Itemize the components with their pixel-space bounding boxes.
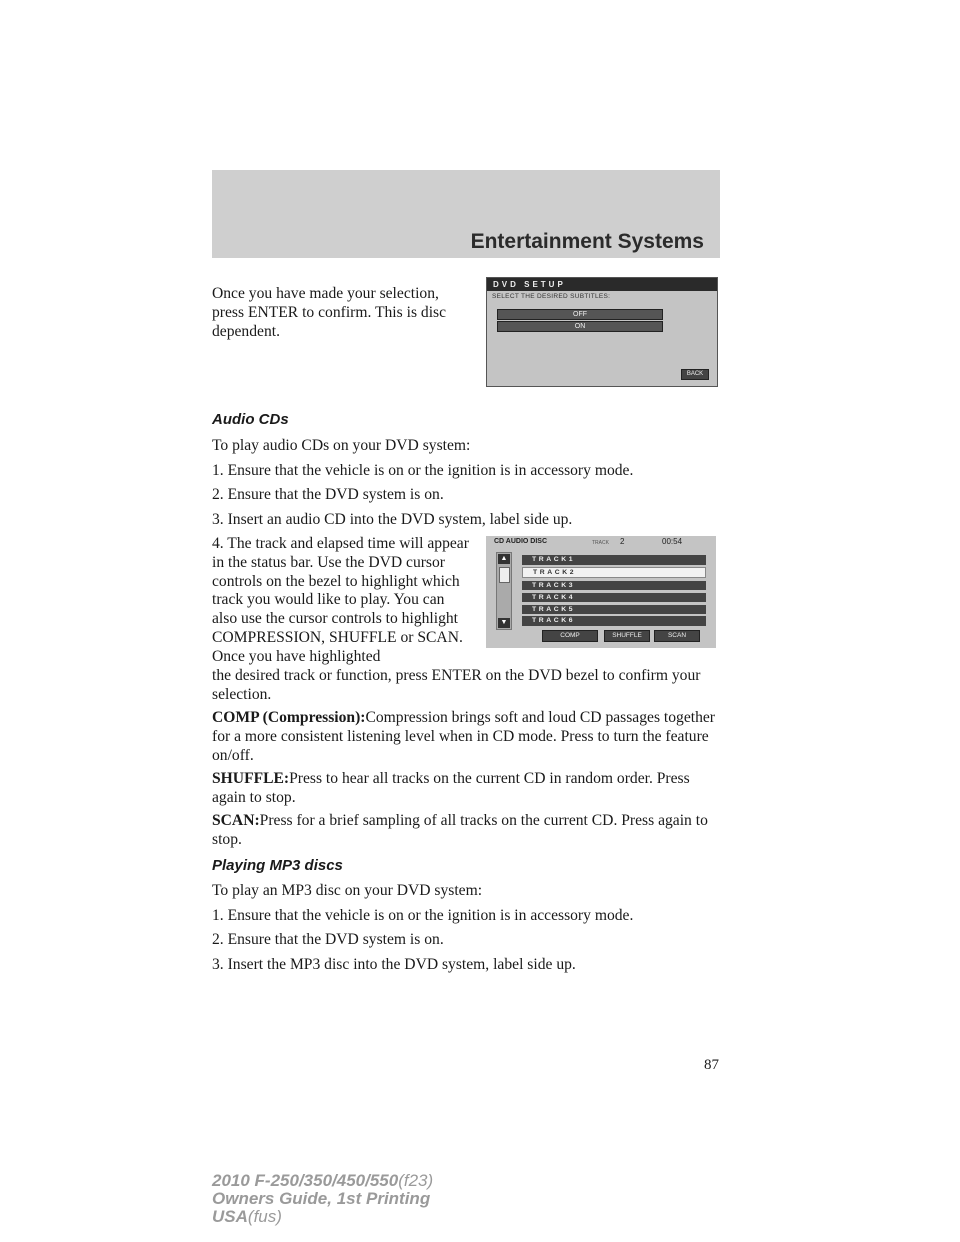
shuffle-definition [212, 770, 722, 808]
section-title: Entertainment Systems [470, 230, 704, 253]
intro-paragraph: Once you have made your selection, press ENTER to confirm. This is disc dependent. [212, 285, 447, 340]
mp3-step-3: 3. Insert the MP3 disc into the DVD system, label side up. [212, 956, 576, 973]
cd-status-bar [486, 536, 716, 548]
mp3-step-1: 1. Ensure that the vehicle is on or the ignition is in accessory mode. [212, 907, 634, 924]
page-number: 87 [704, 1057, 719, 1073]
scan-button[interactable]: SCAN [654, 630, 700, 642]
scroll-thumb[interactable] [499, 567, 510, 583]
audio-step-4-wide: the desired track or function, press ENTER on the DVD bezel to confirm your selection. [212, 667, 701, 703]
elapsed-time: 00:54 [662, 537, 683, 546]
mp3-heading: Playing MP3 discs [212, 857, 343, 874]
audio-step-2: 2. Ensure that the DVD system is on. [212, 486, 444, 503]
dvd-setup-title: DVD SETUP [487, 278, 717, 291]
footer-market: USA [212, 1207, 248, 1226]
scan-term: SCAN: [212, 812, 260, 829]
track-item-2[interactable]: TRACK2 [522, 567, 706, 579]
cd-function-buttons [542, 630, 710, 642]
track-item-5[interactable]: TRACK5 [522, 605, 706, 615]
scroll-down-icon[interactable]: ▼ [498, 618, 510, 628]
subtitle-option-off[interactable]: OFF [497, 309, 663, 320]
track-item-6[interactable]: TRACK6 [522, 616, 706, 626]
track-item-3[interactable]: TRACK3 [522, 581, 706, 591]
scroll-up-icon[interactable]: ▲ [498, 554, 510, 564]
mp3-lead: To play an MP3 disc on your DVD system: [212, 882, 483, 899]
subtitle-option-on[interactable]: ON [497, 321, 663, 332]
comp-definition [212, 709, 722, 765]
section-header-band [212, 170, 720, 258]
footer-model-code: (f23) [398, 1171, 434, 1190]
track-number: 2 [620, 537, 625, 546]
track-scrollbar[interactable] [496, 552, 512, 630]
footer-market-code: (fus) [247, 1207, 282, 1226]
audio-step-4-narrow: 4. The track and elapsed time will appear in the status bar. Use the DVD cursor controls on the bezel to highlight which track you would like to play. You can also use the cursor controls to highlight COMPRESSION, SHUFFLE or SCAN. Once you have highlighted [212, 535, 469, 665]
audio-cds-heading: Audio CDs [212, 411, 289, 428]
track-label: TRACK [592, 540, 609, 546]
dvd-setup-screen [486, 277, 718, 387]
back-button[interactable]: BACK [681, 369, 709, 380]
footer-model: 2010 F-250/350/450/550 [212, 1171, 399, 1190]
cd-screen-title: CD AUDIO DISC [494, 538, 548, 545]
track-item-1[interactable]: TRACK1 [522, 555, 706, 565]
track-item-4[interactable]: TRACK4 [522, 593, 706, 603]
audio-step-3: 3. Insert an audio CD into the DVD system, label side up. [212, 511, 573, 528]
footer-imprint [212, 1172, 433, 1226]
comp-text: Compression brings soft and loud CD passages together for a more consistent listening level when in CD mode. Press to turn the feature on/off. [212, 709, 716, 764]
scan-text: Press for a brief sampling of all tracks on the current CD. Press again to stop. [212, 812, 708, 848]
cd-audio-screen [486, 536, 716, 648]
comp-button[interactable]: COMP [542, 630, 598, 642]
shuffle-text: Press to hear all tracks on the current CD in random order. Press again to stop. [212, 770, 690, 806]
footer-guide: Owners Guide, 1st Printing [212, 1189, 431, 1208]
audio-cds-lead: To play audio CDs on your DVD system: [212, 437, 471, 454]
shuffle-button[interactable]: SHUFFLE [604, 630, 650, 642]
track-list [522, 555, 706, 628]
shuffle-term: SHUFFLE: [212, 770, 290, 787]
scan-definition [212, 812, 722, 850]
audio-step-1: 1. Ensure that the vehicle is on or the ignition is in accessory mode. [212, 462, 634, 479]
mp3-step-2: 2. Ensure that the DVD system is on. [212, 931, 444, 948]
dvd-setup-prompt: SELECT THE DESIRED SUBTITLES: [492, 293, 611, 300]
comp-term: COMP (Compression): [212, 709, 366, 726]
